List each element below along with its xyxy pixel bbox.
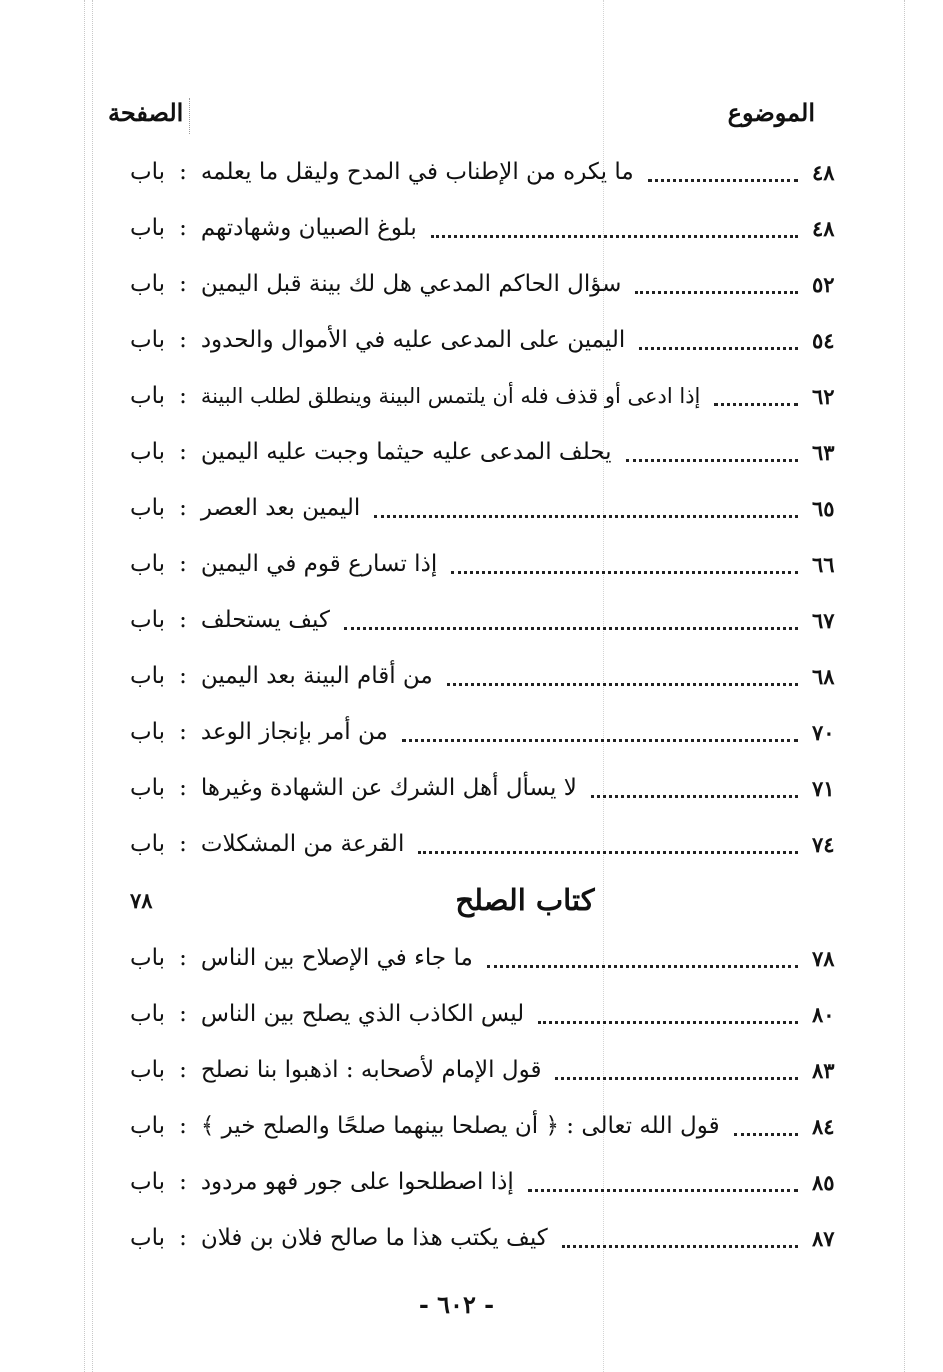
toc-entry	[130, 264, 846, 304]
entry-title: اليمين بعد العصر	[200, 495, 361, 521]
entry-page-number: ٥٤	[812, 327, 835, 353]
scan-artifact-line	[904, 0, 905, 1372]
entry-prefix: باب	[130, 215, 166, 241]
entry-separator: :	[179, 439, 187, 465]
toc-entry	[130, 938, 846, 978]
leader-dots	[528, 1189, 798, 1192]
entry-page-number: ٨٤	[812, 1113, 835, 1139]
toc-entry	[130, 320, 846, 360]
leader-dots	[418, 851, 798, 854]
scan-artifact-line	[84, 0, 85, 1372]
entry-separator: :	[179, 495, 187, 521]
toc-entry	[130, 208, 846, 248]
entry-page-number: ٧٠	[812, 719, 835, 745]
entry-separator: :	[179, 1225, 187, 1251]
entry-separator: :	[179, 607, 187, 633]
entry-separator: :	[179, 1001, 187, 1027]
toc-entry	[130, 488, 846, 528]
toc-entry	[130, 376, 846, 416]
entry-separator: :	[179, 1113, 187, 1139]
entry-prefix: باب	[130, 551, 166, 577]
toc-entry	[130, 824, 846, 864]
leader-dots	[402, 739, 798, 742]
leader-dots	[451, 571, 798, 574]
entry-prefix: باب	[130, 1057, 166, 1083]
leader-dots	[431, 235, 798, 238]
entry-title: إذا تسارع قوم في اليمين	[200, 551, 438, 577]
header-page-label: الصفحة	[108, 98, 190, 134]
entry-separator: :	[179, 383, 187, 409]
toc-entry	[130, 600, 846, 640]
entry-prefix: باب	[130, 945, 166, 971]
entry-title: يحلف المدعى عليه حيثما وجبت عليه اليمين	[200, 439, 612, 465]
entry-title: من أقام البينة بعد اليمين	[200, 663, 433, 689]
entry-separator: :	[179, 831, 187, 857]
toc-entry	[130, 1218, 846, 1258]
leader-dots	[344, 627, 798, 630]
entry-title: ما يكره من الإطناب في المدح وليقل ما يعلمه	[200, 159, 634, 185]
entry-separator: :	[179, 775, 187, 801]
entry-page-number: ٨٣	[812, 1057, 835, 1083]
toc-entry	[130, 544, 846, 584]
entry-separator: :	[179, 1169, 187, 1195]
entry-title: ليس الكاذب الذي يصلح بين الناس	[200, 1001, 525, 1027]
entry-prefix: باب	[130, 327, 166, 353]
entry-prefix: باب	[130, 383, 166, 409]
entry-separator: :	[179, 719, 187, 745]
entry-page-number: ٧١	[812, 775, 835, 801]
entry-title: إذا ادعى أو قذف فله أن يلتمس البينة وينطلق لطلب البينة	[200, 384, 701, 408]
entry-separator: :	[179, 215, 187, 241]
entry-prefix: باب	[130, 1225, 166, 1251]
leader-dots	[626, 459, 798, 462]
leader-dots	[447, 683, 798, 686]
toc-entry	[130, 432, 846, 472]
entry-page-number: ٧٨	[812, 945, 835, 971]
entry-title: إذا اصطلحوا على جور فهو مردود	[200, 1169, 514, 1195]
entry-separator: :	[179, 159, 187, 185]
leader-dots	[714, 403, 798, 406]
entry-prefix: باب	[130, 1113, 166, 1139]
entry-title: كيف يستحلف	[200, 607, 330, 633]
toc-entry	[130, 712, 846, 752]
entry-title: سؤال الحاكم المدعي هل لك بينة قبل اليمين	[200, 271, 622, 297]
entry-separator: :	[179, 945, 187, 971]
entry-prefix: باب	[130, 607, 166, 633]
entry-title: قول الله تعالى : ﴿ أن يصلحا بينهما صلحًا والصلح خير ﴾	[200, 1113, 720, 1139]
leader-dots	[538, 1021, 798, 1024]
entry-page-number: ٦٣	[812, 439, 835, 465]
toc-entry	[130, 656, 846, 696]
entry-title: من أمر بإنجاز الوعد	[200, 719, 388, 745]
entry-prefix: باب	[130, 663, 166, 689]
entry-separator: :	[179, 271, 187, 297]
entry-title: لا يسأل أهل الشرك عن الشهادة وغيرها	[200, 775, 577, 801]
entry-prefix: باب	[130, 271, 166, 297]
section-heading-row	[130, 876, 846, 924]
entry-title: كيف يكتب هذا ما صالح فلان بن فلان	[200, 1225, 548, 1251]
entry-separator: :	[179, 1057, 187, 1083]
leader-dots	[487, 965, 798, 968]
entry-page-number: ٤٨	[812, 215, 835, 241]
entry-page-number: ٨٥	[812, 1169, 835, 1195]
entry-prefix: باب	[130, 1001, 166, 1027]
leader-dots	[734, 1133, 798, 1136]
entry-title: اليمين على المدعى عليه في الأموال والحدود	[200, 327, 626, 353]
entry-separator: :	[179, 327, 187, 353]
scan-artifact-line	[92, 0, 93, 1372]
entry-prefix: باب	[130, 439, 166, 465]
entry-prefix: باب	[130, 159, 166, 185]
entry-prefix: باب	[130, 1169, 166, 1195]
leader-dots	[591, 795, 798, 798]
entry-prefix: باب	[130, 831, 166, 857]
entry-separator: :	[179, 663, 187, 689]
page-number: - ٦٠٢ -	[418, 1290, 495, 1319]
leader-dots	[635, 291, 798, 294]
leader-dots	[555, 1077, 798, 1080]
toc-entry	[130, 994, 846, 1034]
entry-page-number: ٨٧	[812, 1225, 835, 1251]
entry-prefix: باب	[130, 495, 166, 521]
toc-entry	[130, 152, 846, 192]
entry-prefix: باب	[130, 719, 166, 745]
toc-entry	[130, 768, 846, 808]
entry-page-number: ٦٧	[812, 607, 835, 633]
leader-dots	[639, 347, 798, 350]
entry-title: القرعة من المشكلات	[200, 831, 405, 857]
entry-title: قول الإمام لأصحابه : اذهبوا بنا نصلح	[200, 1057, 542, 1083]
entry-page-number: ٦٥	[812, 495, 835, 521]
entry-page-number: ٦٢	[812, 383, 835, 409]
header-topic-label: الموضوع	[727, 98, 815, 127]
entry-prefix: باب	[130, 775, 166, 801]
entry-page-number: ٦٨	[812, 663, 835, 689]
toc-entry	[130, 1050, 846, 1090]
entry-page-number: ٤٨	[812, 159, 835, 185]
entry-page-number: ٦٦	[812, 551, 835, 577]
entry-page-number: ٨٠	[812, 1001, 835, 1027]
leader-dots	[562, 1245, 798, 1248]
toc-entry	[130, 1106, 846, 1146]
entry-title: ما جاء في الإصلاح بين الناس	[200, 945, 473, 971]
entry-separator: :	[179, 551, 187, 577]
toc-entry	[130, 1162, 846, 1202]
leader-dots	[374, 515, 798, 518]
entry-title: بلوغ الصبيان وشهادتهم	[200, 215, 417, 241]
leader-dots	[648, 179, 798, 182]
section-title: كتاب الصلح	[455, 883, 595, 917]
section-page-number: ٧٨	[130, 887, 153, 913]
entry-page-number: ٥٢	[812, 271, 835, 297]
entry-page-number: ٧٤	[812, 831, 835, 857]
